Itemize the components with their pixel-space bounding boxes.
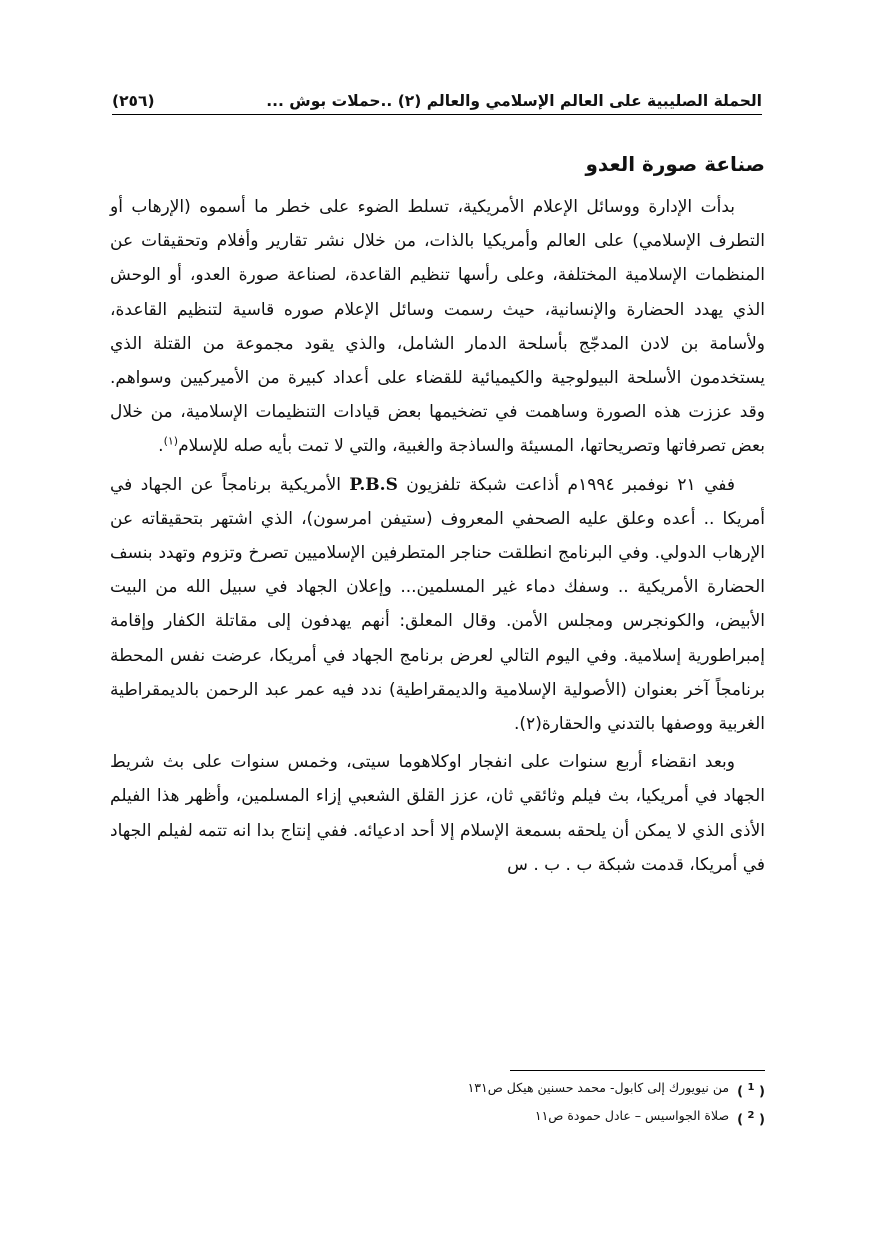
paragraph-1-text: بدأت الإدارة ووسائل الإعلام الأمريكية، تسلط الضوء على خطر ما أسموه (الإرهاب أو التطرف الإسلامي) على العالم وأمريكيا بالذات، من خلال نشر تقارير وأفلام وتحقيقات عن المنظمات الإسلامية المختلفة، وعلى رأسها تنظيم القاعدة، لصناعة صورة العدو، أو الوحش الذي يهدد الحضارة والإنسانية، حيث رسمت وسائل الإعلام صوره قاسية لتنظيم القاعدة، ولأسامة بن لادن المدجّج بأسلحة الدمار الشامل، والذي يقود مجموعة من القتلة الذي يستخدمون الأسلحة البيولوجية والكيميائية للقضاء على أعداد كبيرة من الأميركيين وسواهم. وقد عززت هذه الصورة وساهمت في تضخيمها بعض قيادات التنظيمات الإسلامية، من خلال بعض تصرفاتها وتصريحاتها، المسيئة والساذجة والغبية، والتي لا تمت بأيه صله للإسلام: [110, 197, 765, 457]
footnote-open: (: [759, 1084, 765, 1100]
footnote-open: (: [759, 1112, 765, 1128]
paragraph-3: وبعد انقضاء أربع سنوات على انفجار اوكلاهوما سيتى، وخمس سنوات على بث شريط الجهاد في أمريكيا، بث فيلم وثائقي ثان، عزز القلق الشعبي إزاء المسلمين، وأظهر هذا الفيلم الأذى الذي لا يمكن أن يلحقه بسمعة الإسلام إلا أحد ادعيائه. ففي إنتاج بدا انه تتمه لفيلم الجهاد في أمريكا، قدمت شبكة ب . ب . س: [110, 752, 765, 875]
paragraph-2-after: الأمريكية برنامجاً عن الجهاد في أمريكا .. أعده وعلق عليه الصحفي المعروف (ستيفن امرسون)، الذي اشتهر بتحقيقاته عن الإرهاب الدولي. وفي البرنامج انطلقت حناجر المتطرفين الإسلاميين تصرخ وتزوم وتهدد بنسف الحضارة الأمريكية .. وسفك دماء غير المسلمين... وإعلان الجهاد في سبيل الله من البيت الأبيض، والكونجرس ومجلس الأمن. وقال المعلق: أنهم يهدفون إلى مقاتلة الكفار وإقامة إمبراطورية إسلامية. وفي اليوم التالي لعرض برنامج الجهاد في أمريكا، عرضت نفس المحطة برنامجاً آخر بعنوان (الأصولية الإسلامية والديمقراطية) ندد فيه عمر عبد الرحمن بالديمقراطية الغربية ووصفها بالتدني والحقارة(٢).: [110, 474, 765, 735]
footnote-close: ): [737, 1084, 744, 1100]
footnotes: [265, 1076, 765, 1133]
paragraph-2: [110, 468, 765, 742]
paragraph-2-before: ففي ٢١ نوفمبر ١٩٩٤م أذاعت شبكة تلفزيون: [397, 474, 735, 495]
footnote-text: من نيويورك إلى كابول- محمد حسنين هيكل ص١٣١: [467, 1080, 730, 1095]
footnote-marker: [737, 1076, 765, 1104]
section-heading: صناعة صورة العدو: [585, 152, 765, 176]
paragraph-1: [110, 190, 765, 464]
footnote-close: ): [737, 1112, 744, 1128]
footnote-number: 1: [747, 1082, 755, 1093]
footnote-text: صلاة الجواسيس – عادل حمودة ص١١: [534, 1108, 730, 1124]
footnote-number: 2: [747, 1110, 755, 1122]
running-header: [112, 88, 762, 115]
running-title: الحملة الصليبية على العالم الإسلامي والعالم (٢) ..حملات بوش ...: [266, 92, 762, 110]
footnote-1: [265, 1076, 765, 1104]
paragraph-1-end: .: [158, 436, 164, 457]
footnote-divider: [510, 1070, 765, 1071]
footnote-marker: [737, 1104, 765, 1132]
footnote-ref-1[interactable]: (١): [163, 434, 179, 448]
network-name: P.B.S: [349, 474, 398, 495]
body-text: [110, 190, 765, 884]
footnote-2: [265, 1104, 765, 1132]
page-number: (٢٥٦): [112, 92, 155, 110]
